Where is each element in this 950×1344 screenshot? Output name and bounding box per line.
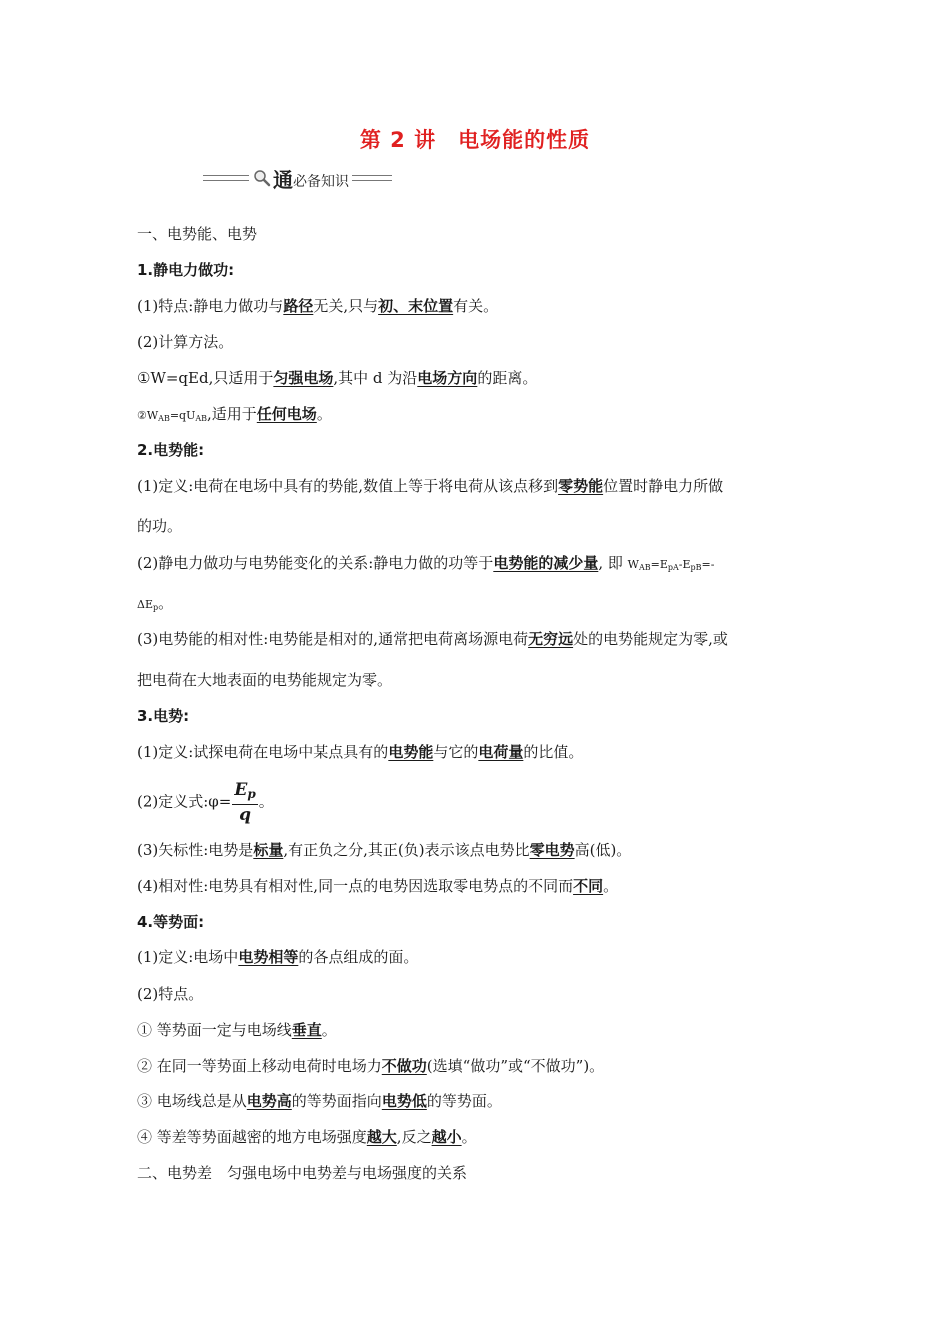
answer-blank: 电势低: [381, 1092, 427, 1110]
text: ④ 等差等势面越密的地方电场强度: [137, 1128, 367, 1146]
text: 。: [158, 594, 174, 612]
formula: W: [627, 558, 639, 571]
text: ,其中 d 为沿: [333, 369, 418, 387]
fraction-numerator: [232, 780, 257, 805]
text: 。: [316, 405, 332, 423]
seal-character: 通: [273, 167, 293, 192]
text: 的比值。: [523, 743, 584, 761]
banner-label: 必备知识: [293, 174, 349, 190]
answer-blank: 不做功: [381, 1057, 427, 1075]
answer-blank: 电势能: [388, 743, 434, 761]
heading-1: 1.静电力做功:: [137, 261, 235, 279]
text: ,有正负之分,其正(负)表示该点电势比: [283, 841, 530, 859]
answer-blank: 电势能的减少量: [493, 554, 599, 572]
double-rule-right: [352, 175, 392, 181]
answer-blank: 电势相等: [238, 948, 299, 966]
subscript: pB: [690, 563, 702, 572]
text: 与它的: [433, 743, 479, 761]
text: (1)特点:静电力做功与: [137, 297, 284, 315]
text: ② 在同一等势面上移动电荷时电场力: [137, 1057, 382, 1075]
text: (选填“做功”或“不做功”)。: [426, 1057, 605, 1075]
line-2a: [137, 476, 723, 496]
text: 无关,只与: [313, 297, 379, 315]
answer-blank: 电场方向: [417, 369, 478, 387]
subscript: p: [247, 787, 256, 801]
subscript: AB: [638, 563, 651, 572]
formula: =E: [650, 558, 668, 571]
line-2b-cont: [137, 593, 173, 618]
line-4b: (2)特点。: [137, 985, 204, 1003]
text: (3)电势能的相对性:电势能是相对的,通常把电荷离场源电荷: [137, 630, 529, 648]
heading-2: 2.电势能:: [137, 441, 205, 459]
line-3a: [137, 742, 583, 762]
text: ③ 电场线总是从: [137, 1092, 247, 1110]
text: (1)定义:电荷在电场中具有的势能,数值上等于将电荷从该点移到: [137, 477, 559, 495]
line-3b: [137, 780, 274, 825]
fraction-denominator: q: [239, 805, 251, 825]
line-2c-cont: 把电荷在大地表面的电势能规定为零。: [137, 671, 393, 689]
text: 的各点组成的面。: [298, 948, 419, 966]
line-4f: [137, 1127, 477, 1147]
subscript: AB: [158, 414, 170, 423]
lesson-number: 第 2 讲: [359, 128, 437, 152]
page-title: [0, 124, 950, 154]
text: 的距离。: [477, 369, 538, 387]
section-heading-1: 一、电势能、电势: [137, 225, 258, 243]
answer-blank: 路径: [283, 297, 314, 315]
text: (1)定义:电场中: [137, 948, 239, 966]
formula: =-: [701, 558, 715, 571]
line-3d: [137, 876, 618, 896]
answer-blank: 零势能: [558, 477, 604, 495]
text: ,反之: [396, 1128, 432, 1146]
heading-3: 3.电势:: [137, 707, 190, 725]
section-banner: [203, 165, 392, 191]
answer-blank: 匀强电场: [273, 369, 334, 387]
heading-4: 4.等势面:: [137, 913, 205, 931]
answer-blank: 初、末位置: [378, 297, 454, 315]
text: 处的电势能规定为零,或: [573, 630, 728, 648]
line-1a: [137, 296, 498, 316]
answer-blank: 越小: [431, 1128, 462, 1146]
text: ① 等势面一定与电场线: [137, 1021, 292, 1039]
text: 有关。: [453, 297, 499, 315]
symbol: E: [234, 780, 248, 800]
text: (4)相对性:电势具有相对性,同一点的电势因选取零电势点的不同而: [137, 877, 574, 895]
formula: ②W: [137, 409, 159, 422]
line-1d: [137, 404, 332, 429]
text: 。: [603, 877, 619, 895]
line-4c: [137, 1020, 337, 1040]
text: , 即: [598, 554, 628, 572]
subscript: pA: [667, 563, 679, 572]
line-2c: [137, 629, 728, 649]
magnifier-icon: [253, 169, 271, 187]
double-rule-left: [203, 175, 249, 181]
formula: -E: [678, 558, 691, 571]
text: (3)矢标性:电势是: [137, 841, 254, 859]
answer-blank: 不同: [573, 877, 604, 895]
formula: ΔE: [137, 598, 153, 611]
text: ①W=qEd,只适用于: [137, 369, 274, 387]
answer-blank: 无穷远: [528, 630, 574, 648]
lesson-name: 电场能的性质: [458, 128, 591, 152]
line-1b: (2)计算方法。: [137, 333, 234, 351]
line-4a: [137, 947, 418, 967]
text: 。: [461, 1128, 477, 1146]
text: 位置时静电力所做: [603, 477, 724, 495]
line-4e: [137, 1091, 502, 1111]
fraction: [232, 780, 257, 825]
answer-blank: 电荷量: [478, 743, 524, 761]
line-2b: [137, 553, 714, 578]
text: (2)静电力做功与电势能变化的关系:静电力做的功等于: [137, 554, 494, 572]
answer-blank: 标量: [253, 841, 284, 859]
text: (1)定义:试探电荷在电场中某点具有的: [137, 743, 389, 761]
text: 。: [258, 792, 274, 811]
text: (2)定义式:φ=: [137, 792, 232, 811]
text: 的等势面指向: [291, 1092, 382, 1110]
formula: =qU: [169, 409, 196, 422]
section-heading-2: 二、电势差 匀强电场中电势差与电场强度的关系: [137, 1164, 468, 1182]
line-4d: [137, 1056, 604, 1076]
answer-blank: 电势高: [246, 1092, 292, 1110]
text: 的等势面。: [426, 1092, 502, 1110]
text: ,适用于: [207, 405, 257, 423]
answer-blank: 零电势: [529, 841, 575, 859]
line-1c: [137, 368, 537, 388]
subscript: p: [152, 603, 159, 612]
text: 。: [321, 1021, 337, 1039]
subscript: AB: [195, 414, 208, 423]
answer-blank: 越大: [366, 1128, 397, 1146]
line-3c: [137, 840, 631, 860]
text: 高(低)。: [574, 841, 632, 859]
line-2a-cont: 的功。: [137, 517, 183, 535]
answer-blank: 垂直: [291, 1021, 322, 1039]
answer-blank: 任何电场: [256, 405, 317, 423]
